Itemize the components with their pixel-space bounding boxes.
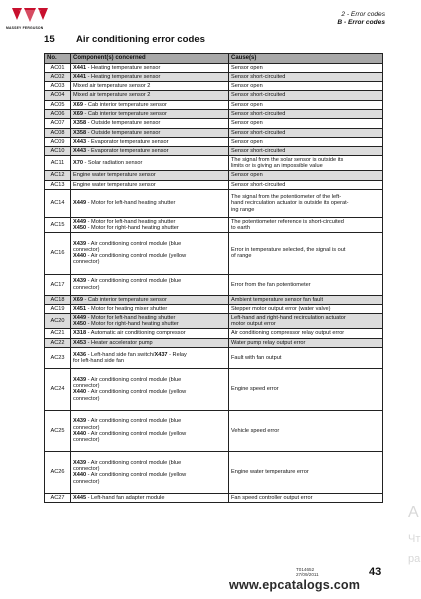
component-text: - Air conditioning control module (blue <box>86 460 182 467</box>
error-code: AC19 <box>45 304 71 313</box>
error-code: AC14 <box>45 189 71 217</box>
connector-id: X69 <box>73 296 83 303</box>
component-cell <box>71 410 229 452</box>
section-title: Air conditioning error codes <box>76 34 205 45</box>
error-code: AC15 <box>45 217 71 232</box>
cause-cell <box>229 274 383 295</box>
table-row <box>45 493 383 502</box>
component-text: - Heating temperature sensor <box>86 73 161 80</box>
component-text: - Air conditioning control module (blue <box>86 376 182 383</box>
watermark-url: www.epcatalogs.com <box>229 578 361 592</box>
component-line <box>73 65 226 71</box>
connector-id: X450 <box>73 321 87 328</box>
component-text: - Cab interior temperature sensor <box>82 296 167 303</box>
cause-line: Stepper motor output error (water valve) <box>231 306 331 313</box>
component-text: - Motor for heating mixer shutter <box>86 306 168 313</box>
component-line <box>73 111 226 117</box>
connector-id: X449 <box>73 218 87 225</box>
component-cell <box>71 110 229 119</box>
component-text: - Cab interior temperature sensor <box>82 101 167 108</box>
error-code: AC01 <box>45 63 71 72</box>
error-code: AC03 <box>45 82 71 91</box>
cause-cell <box>229 63 383 72</box>
connector-id: X445 <box>73 494 87 501</box>
error-code: AC06 <box>45 110 71 119</box>
cause-cell <box>229 171 383 180</box>
table-row <box>45 274 383 295</box>
component-cell <box>71 91 229 100</box>
reference-date: 27/09/2011 <box>296 572 319 577</box>
connector-id: X440 <box>73 389 87 396</box>
table-row <box>45 147 383 156</box>
table-row <box>45 189 383 217</box>
component-text: - Air conditioning control module (blue <box>86 418 182 425</box>
table-row <box>45 180 383 189</box>
table-row <box>45 91 383 100</box>
component-text: connector) <box>73 395 100 402</box>
component-line <box>73 330 226 336</box>
component-text: - Relay <box>167 351 187 358</box>
table-header-row <box>45 54 383 64</box>
cause-cell <box>229 369 383 411</box>
component-line <box>73 225 226 231</box>
component-text: - Heater accelerator pump <box>86 339 153 346</box>
component-cell <box>71 100 229 109</box>
component-text: - Left-hand side fan switch/ <box>86 351 155 358</box>
section-label: B - Error codes <box>337 19 385 26</box>
component-line <box>73 200 226 206</box>
table-row <box>45 100 383 109</box>
connector-id: X439 <box>73 460 87 467</box>
connector-id: X358 <box>73 129 87 136</box>
cause-line: limits or is giving an impossible value <box>231 163 323 170</box>
cause-cell <box>229 110 383 119</box>
component-text: - Automatic air conditioning compressor <box>86 330 186 337</box>
connector-id: X439 <box>73 418 87 425</box>
connector-id: X441 <box>73 73 87 80</box>
component-text: - Heating temperature sensor <box>86 64 161 71</box>
component-cell <box>71 295 229 304</box>
component-text: - Motor for left-hand heating shutter <box>86 200 176 207</box>
cause-line: Ambient temperature sensor fan fault <box>231 296 324 303</box>
connector-id: X439 <box>73 278 87 285</box>
component-cell <box>71 369 229 411</box>
table-row <box>45 347 383 368</box>
cause-cell <box>229 329 383 338</box>
component-text: - Outside temperature sensor <box>86 120 161 127</box>
running-header <box>337 11 385 27</box>
cause-cell <box>229 137 383 146</box>
component-line <box>73 306 226 312</box>
table-row <box>45 156 383 171</box>
cause-cell <box>229 82 383 91</box>
connector-id: X443 <box>73 148 87 155</box>
component-text: connector) <box>73 284 100 291</box>
cause-line: Sensor open <box>231 83 263 90</box>
component-line <box>73 172 226 178</box>
error-code: AC08 <box>45 128 71 137</box>
table-row <box>45 128 383 137</box>
cause-line: Error in temperature selected, the signal is out <box>231 247 346 254</box>
cause-line: Sensor short-circuited <box>231 129 286 136</box>
component-line <box>73 358 226 364</box>
error-code: AC02 <box>45 72 71 81</box>
brand-name: MASSEY FERGUSON <box>6 26 44 30</box>
component-text: - Motor for right-hand heating shutter <box>86 224 179 231</box>
component-line <box>73 321 226 327</box>
massey-ferguson-triple-triangle-logo <box>10 6 50 28</box>
component-text: - Left-hand fan adapter module <box>86 494 165 501</box>
cause-cell <box>229 100 383 109</box>
cause-line: The potentiometer reference is short-circuited <box>231 218 344 225</box>
connector-id: X69 <box>73 111 83 118</box>
connector-id: X439 <box>73 376 87 383</box>
component-text: for left-hand side fan <box>73 357 124 364</box>
component-text: - Air conditioning control module (blue <box>86 278 182 285</box>
component-text: Mixed air temperature sensor 2 <box>73 83 151 90</box>
cause-line: Error from the fan potentiometer <box>231 281 311 288</box>
component-cell <box>71 128 229 137</box>
component-line <box>73 297 226 303</box>
component-line <box>73 182 226 188</box>
cause-line: Engine water temperature error <box>231 469 309 476</box>
error-code: AC12 <box>45 171 71 180</box>
component-cell <box>71 493 229 502</box>
component-line <box>73 479 226 485</box>
component-cell <box>71 347 229 368</box>
component-line <box>73 120 226 126</box>
error-code: AC27 <box>45 493 71 502</box>
component-cell <box>71 63 229 72</box>
component-text: connector) <box>73 247 100 254</box>
cause-line: ing range <box>231 206 255 213</box>
cause-line: The signal from the solar sensor is outside its <box>231 157 344 164</box>
component-line <box>73 139 226 145</box>
cause-line: Fault with fan output <box>231 354 282 361</box>
error-code: AC16 <box>45 232 71 274</box>
component-line <box>73 130 226 136</box>
component-text: Mixed air temperature sensor 2 <box>73 92 151 99</box>
connector-id: X440 <box>73 253 87 260</box>
connector-id: X450 <box>73 224 87 231</box>
component-cell <box>71 156 229 171</box>
cause-line: Sensor short-circuited <box>231 181 286 188</box>
cause-cell <box>229 314 383 329</box>
error-code: AC18 <box>45 295 71 304</box>
cause-line: Water pump relay output error <box>231 339 306 346</box>
connector-id: X440 <box>73 472 87 479</box>
connector-id: X439 <box>73 240 87 247</box>
table-row <box>45 137 383 146</box>
side-watermark-letter-3: ра <box>408 553 421 565</box>
component-line <box>73 340 226 346</box>
table-row <box>45 295 383 304</box>
error-code: AC20 <box>45 314 71 329</box>
error-code: AC09 <box>45 137 71 146</box>
cause-line: Engine speed error <box>231 386 279 393</box>
connector-id: X451 <box>73 306 87 313</box>
cause-line: of range <box>231 253 252 260</box>
component-text: - Air conditioning control module (blue <box>86 240 182 247</box>
cause-cell <box>229 217 383 232</box>
table-row <box>45 171 383 180</box>
connector-id: X70 <box>73 160 83 167</box>
cause-cell <box>229 180 383 189</box>
table-row <box>45 452 383 494</box>
side-watermark-letter-1: A <box>408 504 419 521</box>
cause-cell <box>229 91 383 100</box>
component-text: connector) <box>73 437 100 444</box>
cause-cell <box>229 147 383 156</box>
cause-cell <box>229 304 383 313</box>
error-code: AC26 <box>45 452 71 494</box>
cause-line: hand recirculation actuator is outside its operat- <box>231 200 349 207</box>
table-row <box>45 82 383 91</box>
table-row <box>45 110 383 119</box>
cause-line: Fan speed controller output error <box>231 494 313 501</box>
table-row <box>45 329 383 338</box>
connector-id: X358 <box>73 120 87 127</box>
component-text: Engine water temperature sensor <box>73 172 156 179</box>
column-header-no: No. <box>45 54 71 64</box>
chapter-label: 2 - Error codes <box>341 11 385 18</box>
cause-line: Sensor short-circuited <box>231 148 286 155</box>
component-cell <box>71 171 229 180</box>
document-reference <box>296 567 319 577</box>
component-text: - Outside temperature sensor <box>86 129 161 136</box>
connector-id: X449 <box>73 200 87 207</box>
reference-code: T014652 <box>296 567 315 572</box>
error-code: AC17 <box>45 274 71 295</box>
error-code: AC24 <box>45 369 71 411</box>
cause-line: Sensor open <box>231 172 263 179</box>
table-row <box>45 369 383 411</box>
component-line <box>73 74 226 80</box>
component-line <box>73 285 226 291</box>
table-row <box>45 304 383 313</box>
component-text: connector) <box>73 424 100 431</box>
component-cell <box>71 147 229 156</box>
component-text: connector) <box>73 259 100 266</box>
connector-id: X441 <box>73 64 87 71</box>
connector-id: X436 <box>73 351 87 358</box>
component-text: - Motor for right-hand heating shutter <box>86 321 179 328</box>
component-text: - Evaporator temperature sensor <box>86 148 169 155</box>
cause-line: Sensor open <box>231 101 263 108</box>
cause-cell <box>229 232 383 274</box>
component-text: connector) <box>73 383 100 390</box>
component-line <box>73 396 226 402</box>
component-cell <box>71 329 229 338</box>
component-text: - Solar radiation sensor <box>82 160 143 167</box>
cause-cell <box>229 295 383 304</box>
component-cell <box>71 180 229 189</box>
cause-cell <box>229 493 383 502</box>
cause-cell <box>229 72 383 81</box>
table-row <box>45 338 383 347</box>
cause-cell <box>229 128 383 137</box>
component-text: - Evaporator temperature sensor <box>86 138 169 145</box>
component-text: - Air conditioning control module (yellow <box>86 253 187 260</box>
component-line <box>73 92 226 98</box>
table-row <box>45 217 383 232</box>
component-line <box>73 437 226 443</box>
cause-cell <box>229 338 383 347</box>
cause-cell <box>229 189 383 217</box>
connector-id: X440 <box>73 430 87 437</box>
cause-line: Sensor open <box>231 64 263 71</box>
component-text: - Motor for left-hand heating shutter <box>86 315 176 322</box>
component-cell <box>71 217 229 232</box>
table-row <box>45 72 383 81</box>
component-cell <box>71 314 229 329</box>
cause-line: motor output error <box>231 321 276 328</box>
cause-cell <box>229 156 383 171</box>
connector-id: X443 <box>73 138 87 145</box>
component-line <box>73 83 226 89</box>
error-code: AC11 <box>45 156 71 171</box>
cause-cell <box>229 119 383 128</box>
component-text: - Air conditioning control module (yellow <box>86 430 187 437</box>
cause-line: Vehicle speed error <box>231 427 280 434</box>
side-watermark-letter-2: Чт <box>408 533 421 545</box>
cause-line: to earth <box>231 224 250 231</box>
error-code: AC10 <box>45 147 71 156</box>
table-row <box>45 119 383 128</box>
cause-cell <box>229 347 383 368</box>
table-row <box>45 410 383 452</box>
error-codes-table <box>44 53 383 503</box>
error-code: AC23 <box>45 347 71 368</box>
component-text: - Cab interior temperature sensor <box>82 111 167 118</box>
cause-line: Air conditioning compressor relay output error <box>231 330 345 337</box>
component-cell <box>71 72 229 81</box>
component-cell <box>71 304 229 313</box>
component-line <box>73 495 226 501</box>
error-code: AC22 <box>45 338 71 347</box>
component-text: Engine water temperature sensor <box>73 181 156 188</box>
error-code: AC25 <box>45 410 71 452</box>
connector-id: X437 <box>154 351 168 358</box>
section-number: 15 <box>44 34 55 45</box>
error-code: AC04 <box>45 91 71 100</box>
error-code: AC07 <box>45 119 71 128</box>
table-row <box>45 63 383 72</box>
component-cell <box>71 274 229 295</box>
error-code: AC13 <box>45 180 71 189</box>
cause-line: Sensor short-circuited <box>231 92 286 99</box>
component-cell <box>71 232 229 274</box>
page-title <box>44 34 205 45</box>
column-header-component: Component(s) concerned <box>71 54 229 64</box>
component-cell <box>71 338 229 347</box>
component-line <box>73 259 226 265</box>
component-cell <box>71 452 229 494</box>
component-text: - Motor for left-hand heating shutter <box>86 218 176 225</box>
cause-line: Sensor open <box>231 138 263 145</box>
component-line <box>73 160 226 166</box>
cause-line: The signal from the potentiometer of the left- <box>231 194 342 201</box>
component-line <box>73 148 226 154</box>
column-header-cause: Cause(s) <box>229 54 383 64</box>
table-row <box>45 314 383 329</box>
cause-cell <box>229 452 383 494</box>
error-code: AC05 <box>45 100 71 109</box>
cause-cell <box>229 410 383 452</box>
component-line <box>73 102 226 108</box>
component-text: connector) <box>73 478 100 485</box>
connector-id: X69 <box>73 101 83 108</box>
error-code: AC21 <box>45 329 71 338</box>
cause-line: Sensor short-circuited <box>231 73 286 80</box>
component-text: - Air conditioning control module (yellow <box>86 389 187 396</box>
component-cell <box>71 137 229 146</box>
cause-line: Left-hand and right-hand recirculation actuator <box>231 315 346 322</box>
connector-id: X318 <box>73 330 87 337</box>
cause-line: Sensor open <box>231 120 263 127</box>
component-text: connector) <box>73 466 100 473</box>
connector-id: X449 <box>73 315 87 322</box>
cause-line: Sensor short-circuited <box>231 111 286 118</box>
component-cell <box>71 189 229 217</box>
component-text: - Air conditioning control module (yellow <box>86 472 187 479</box>
connector-id: X453 <box>73 339 87 346</box>
component-cell <box>71 119 229 128</box>
component-cell <box>71 82 229 91</box>
table-row <box>45 232 383 274</box>
page-number: 43 <box>369 566 382 578</box>
